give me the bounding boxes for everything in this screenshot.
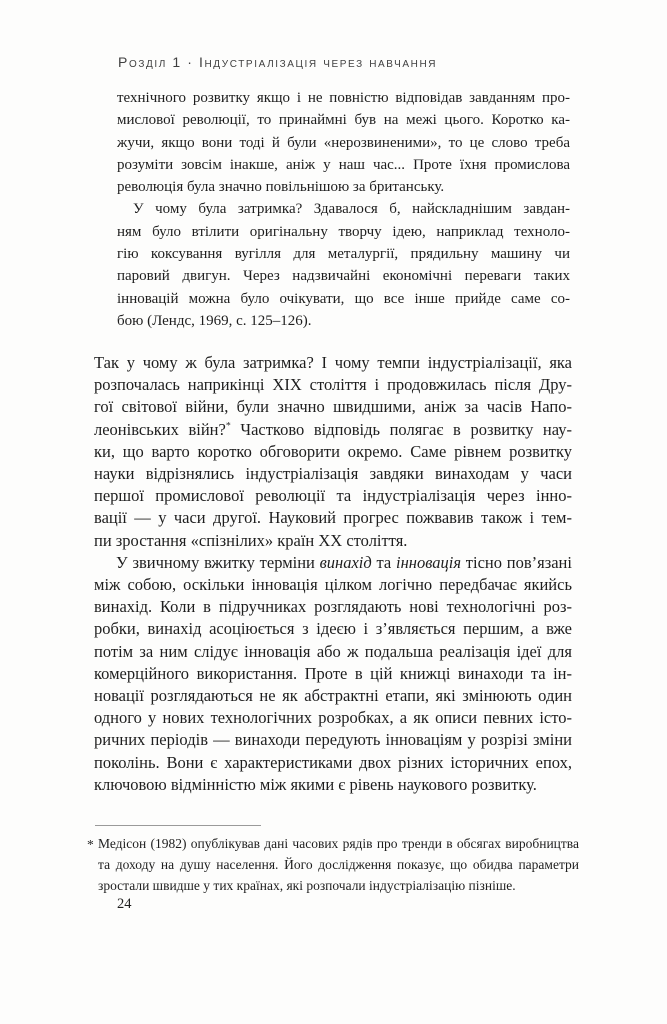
text-line: У звичному вжитку терміни винахід та інновація тісно пов’язані bbox=[116, 552, 572, 572]
text-line: ключовою відмінністю між якими є рівень наукового розвитку. bbox=[94, 774, 537, 794]
text-line: потім за ним слідує інновація або ж подальша реалізація ідеї для bbox=[94, 641, 572, 661]
text-line: між собою, оскільки інновація цілком логічно передбачає якийсь bbox=[94, 575, 572, 595]
text-line: У чому була затримка? Здавалося б, найскладнішим завдан- bbox=[133, 201, 570, 218]
page-number: 24 bbox=[117, 896, 132, 912]
text-line: гої світової війни, були значно швидшими, аніж за часів Напо- bbox=[94, 397, 572, 417]
text-line: Так у чому ж була затримка? І чому темпи індустріалізації, яка bbox=[94, 353, 572, 372]
text-line: першої промислової революції та індустріалізація через інно- bbox=[94, 486, 572, 506]
text-line: паровий двигун. Через надзвичайні економічні переваги таких bbox=[117, 268, 570, 285]
text-line: гію коксування вугілля для металургії, прядильну машину чи bbox=[117, 246, 570, 263]
text-line: пи зростання «спізнілих» країн XX століття. bbox=[94, 530, 408, 550]
text-line: ням було втілити оригінальну творчу ідею, наприклад техноло- bbox=[117, 223, 570, 240]
text-line: науки відрізнялись індустріалізація завдяки винаходам у часи bbox=[94, 464, 572, 484]
footnote bbox=[87, 834, 579, 896]
text-line: вації — у часи другої. Науковий прогрес пожвавив також і тем- bbox=[94, 508, 572, 528]
text-line: технічного розвитку якщо і не повністю відповідав завданням про- bbox=[117, 90, 570, 106]
text-line: та доходу на душу населення. Його дослідження показує, що обидва параметри bbox=[98, 856, 579, 872]
text-line: розпочалась наприкінці XIX століття і продовжилась після Дру- bbox=[94, 375, 572, 395]
text-line: комерційного використання. Проте в цій книжці винаходи та ін- bbox=[94, 663, 572, 683]
text-line: леонівських війн?* Частково відповідь полягає в розвитку нау- bbox=[94, 419, 572, 439]
text-line: робки, винахід асоціюється з ідеєю і з’являється першим, а вже bbox=[94, 619, 572, 639]
text-line: революція була значно повільнішою за британську. bbox=[117, 179, 445, 196]
running-head: Розділ 1 · Індустріалізація через навчання bbox=[118, 54, 438, 70]
body-text bbox=[94, 352, 572, 796]
footnote-marker: * bbox=[87, 837, 94, 852]
block-quote bbox=[117, 87, 570, 332]
text-line: одного у нових технологічних розробках, а як описи певних істо- bbox=[94, 708, 572, 728]
text-line: ки, що варто коротко обговорити окремо. Саме рівнем розвитку bbox=[94, 441, 572, 461]
footnote-divider bbox=[95, 825, 261, 826]
footnote-text bbox=[98, 834, 579, 896]
text-line: ричних періодів — винаходи передують інноваціям у розрізі зміни bbox=[94, 730, 572, 750]
text-line: жучи, якщо вони тоді й були «нерозвиненими», то це слово треба bbox=[117, 134, 570, 151]
text-line: бою (Лендс, 1969, с. 125–126). bbox=[117, 312, 312, 329]
text-line: інновацій можна було очікувати, що все інше прийде саме со- bbox=[117, 290, 570, 307]
text-line: поколінь. Вони є характеристиками двох різних історичних епох, bbox=[94, 752, 572, 772]
text-line: новації розглядаються не як абстрактні етапи, які змінюють один bbox=[94, 686, 572, 706]
text-line: винахід. Коли в підручниках розглядають нові технологічні роз- bbox=[94, 597, 572, 617]
text-line: розуміти зовсім інакше, аніж у наш час... Проте їхня промислова bbox=[117, 156, 570, 173]
text-line: зростали швидше у тих країнах, які розпочали індустріалізацію пізніше. bbox=[98, 877, 516, 893]
text-line: мислової революції, то принаймні був на межі цього. Коротко ка- bbox=[117, 112, 570, 129]
text-line: Медісон (1982) опублікував дані часових рядів про тренди в обсягах виробництва bbox=[98, 836, 579, 851]
